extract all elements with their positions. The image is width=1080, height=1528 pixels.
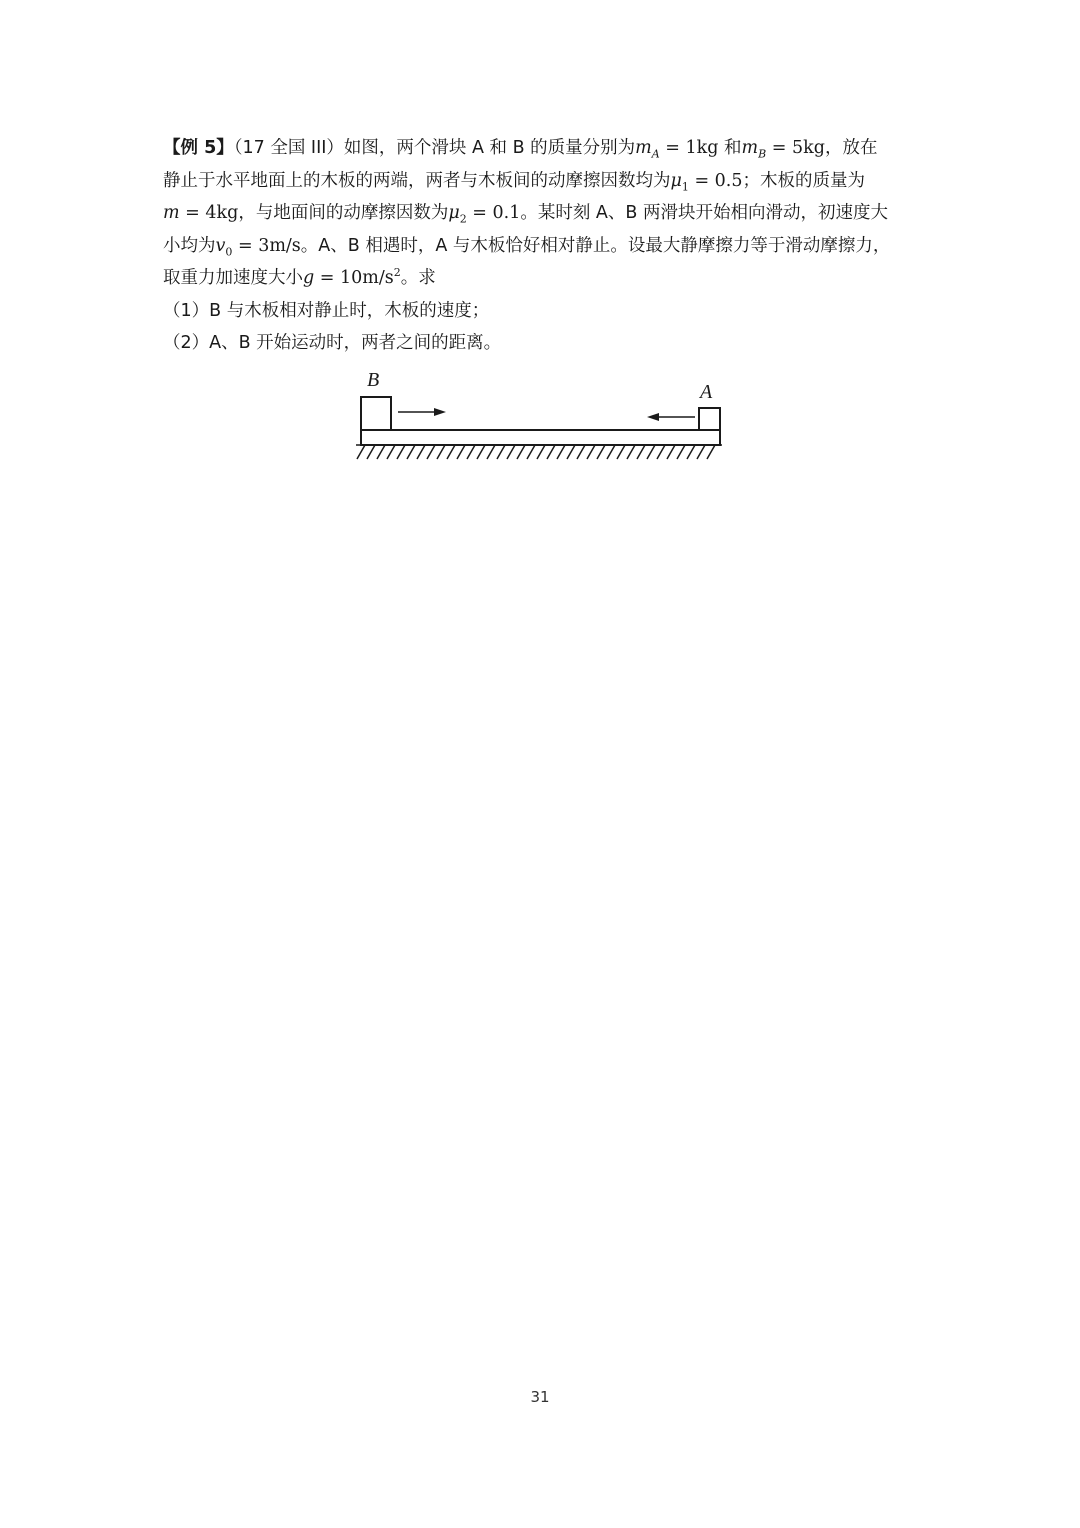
board-diagram-svg bbox=[352, 366, 724, 462]
block-b bbox=[361, 397, 391, 430]
wooden-board bbox=[361, 430, 720, 445]
page-number: 31 bbox=[530, 1388, 550, 1406]
problem-text bbox=[163, 132, 923, 360]
mass-b: $m_B = 5kg$ bbox=[741, 138, 825, 161]
question-2: （2）A、B 开始运动时，两者之间的距离。 bbox=[163, 333, 502, 353]
ground-hatching bbox=[356, 445, 722, 459]
board-mass: m = 4kg bbox=[163, 203, 239, 223]
label-b: B bbox=[367, 369, 380, 391]
problem-line-4: 小均为$v_0 = 3m/s$。A、B 相遇时，A 与木板恰好相对静止。设最大静摩擦力等于滑动摩擦力， bbox=[163, 235, 891, 258]
initial-velocity: $v_0 = 3m/s$ bbox=[215, 235, 301, 258]
label-a: A bbox=[700, 381, 713, 403]
problem-line-1: 【例 5】（17 全国 III）如图，两个滑块 A 和 B 的质量分别为$m_A = 1kg$ 和$m_B = 5kg$，放在 bbox=[163, 138, 878, 161]
arrow-left-icon bbox=[647, 413, 695, 421]
problem-line-5: 取重力加速度大小$g = 10m/s^2$。求 bbox=[163, 266, 436, 288]
block-a bbox=[699, 408, 720, 430]
problem-line-3: m = 4kg，与地面间的动摩擦因数为$\mu_2 = 0.1$。某时刻 A、B 两滑块开始相向滑动，初速度大 bbox=[163, 203, 888, 226]
question-1: （1）B 与木板相对静止时，木板的速度； bbox=[163, 300, 490, 321]
mu2: $\mu_2 = 0.1$ bbox=[448, 203, 521, 226]
gravity: $g = 10m/s^2$ bbox=[303, 266, 401, 288]
arrow-right-icon bbox=[398, 408, 446, 416]
mu1: $\mu_1 = 0.5$ bbox=[670, 170, 743, 193]
board-diagram bbox=[352, 366, 724, 462]
problem-line-2: 静止于水平地面上的木板的两端，两者与木板间的动摩擦因数均为$\mu_1 = 0.5$；木板的质量为 bbox=[163, 170, 866, 193]
mass-a: $m_A = 1kg$ bbox=[635, 138, 719, 161]
example-label: 【例 5】 bbox=[163, 138, 234, 158]
